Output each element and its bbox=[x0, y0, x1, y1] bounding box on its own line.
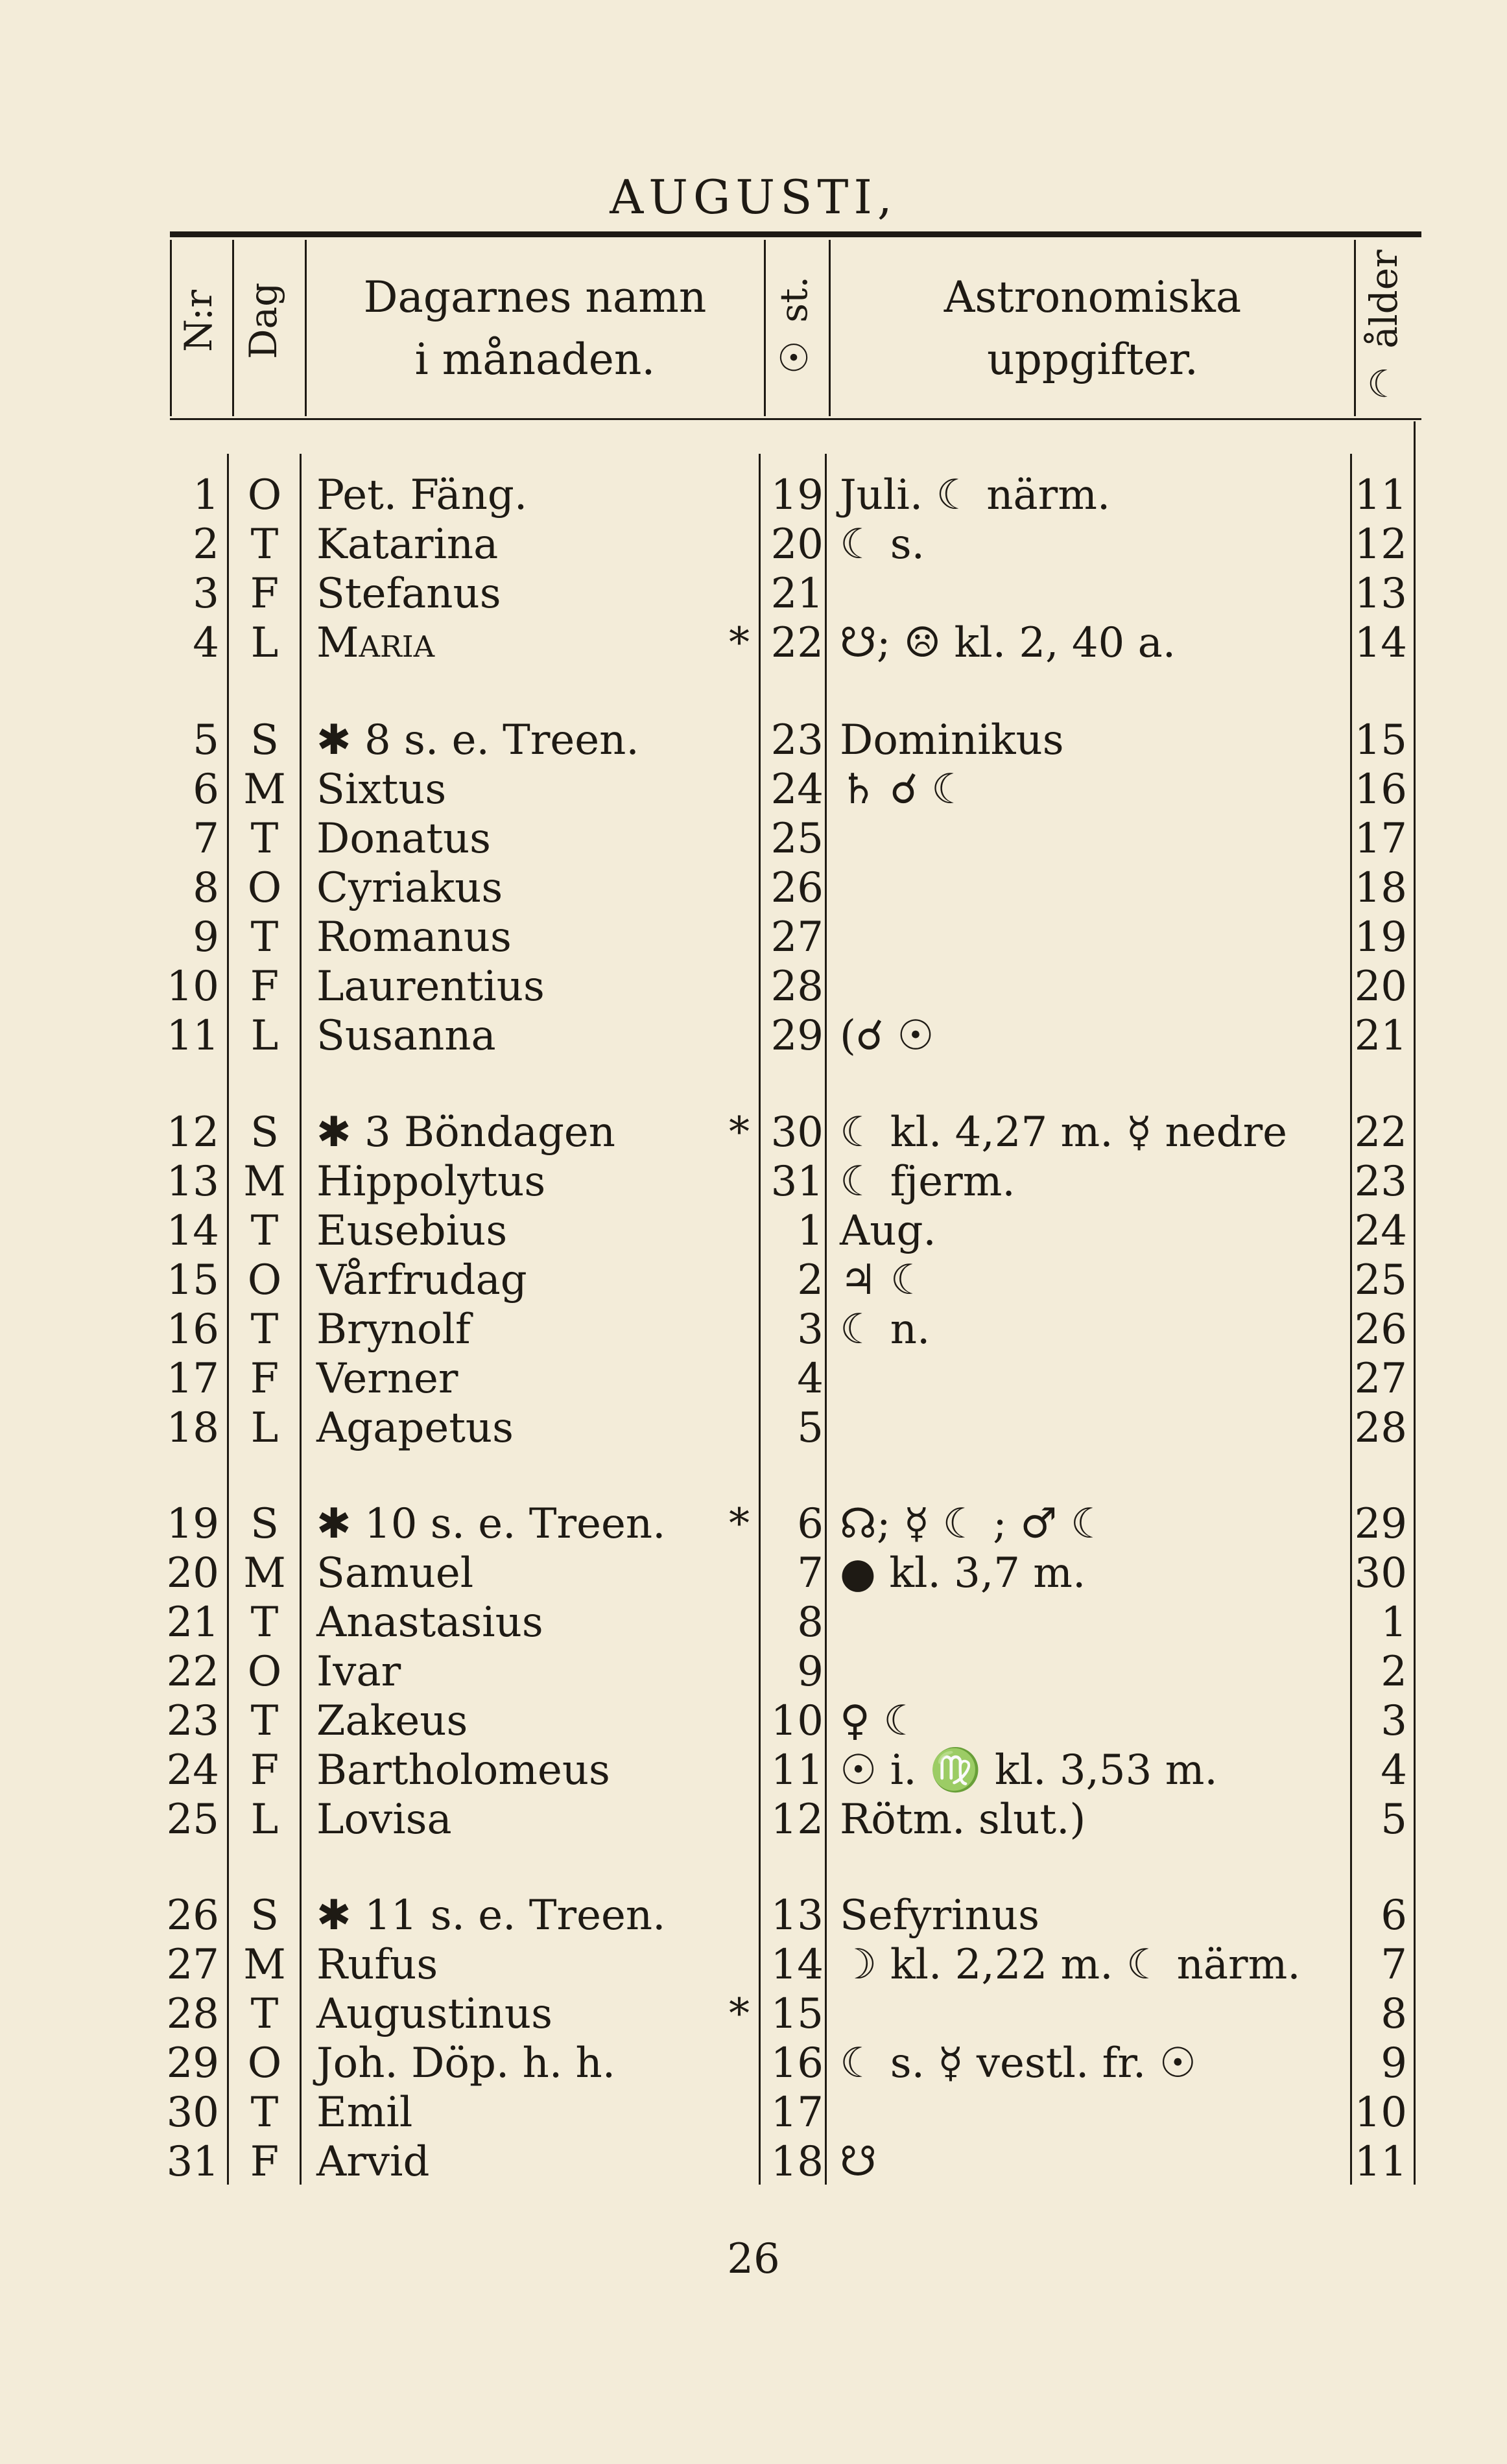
moon-age: 10 bbox=[1354, 2089, 1407, 2137]
day-name: Samuel bbox=[316, 1549, 474, 1597]
day-name: Susanna bbox=[316, 1012, 496, 1060]
table-row bbox=[0, 1795, 1507, 1844]
moon-age: 3 bbox=[1381, 1697, 1407, 1745]
weekday-letter: O bbox=[247, 1648, 282, 1696]
day-name: Eusebius bbox=[316, 1207, 508, 1255]
astronomical-note: ☊; ☿ ☾ ; ♂ ☾ bbox=[840, 1500, 1108, 1548]
day-number: 3 bbox=[193, 570, 219, 618]
header-names-line1: Dagarnes namn bbox=[363, 272, 707, 322]
header-divider bbox=[1354, 240, 1356, 416]
moon-age: 29 bbox=[1354, 1500, 1407, 1548]
day-number: 8 bbox=[193, 864, 219, 912]
moon-age: 12 bbox=[1354, 521, 1407, 569]
weekday-letter: L bbox=[250, 619, 279, 667]
astronomical-note: Rötm. slut.) bbox=[840, 1796, 1086, 1844]
day-name: Rufus bbox=[316, 1941, 438, 1989]
astronomical-note: (☌ ☉ bbox=[840, 1012, 934, 1060]
day-number: 16 bbox=[166, 1306, 219, 1354]
sun-date: 23 bbox=[770, 716, 824, 764]
table-row bbox=[0, 2088, 1507, 2137]
header-astro-line2: uppgifter. bbox=[987, 334, 1198, 384]
header-sun: ☉ st. bbox=[772, 276, 816, 379]
sun-date: 11 bbox=[770, 1746, 824, 1794]
sun-date: 9 bbox=[797, 1648, 824, 1696]
day-name: ✱ 8 s. e. Treen. bbox=[316, 716, 639, 764]
moon-age: 28 bbox=[1354, 1404, 1407, 1452]
table-row bbox=[0, 1305, 1507, 1354]
weekday-letter: T bbox=[250, 1599, 279, 1647]
day-name: Ivar bbox=[316, 1648, 401, 1696]
day-name: Katarina bbox=[316, 521, 499, 569]
day-number: 18 bbox=[166, 1404, 219, 1452]
weekday-letter: T bbox=[250, 1207, 279, 1255]
header-divider bbox=[170, 240, 172, 416]
day-name: ✱ 3 Böndagen bbox=[316, 1109, 615, 1156]
day-name: Hippolytus bbox=[316, 1158, 546, 1206]
day-name: ✱ 11 s. e. Treen. bbox=[316, 1892, 666, 1940]
sun-date: 28 bbox=[770, 963, 824, 1011]
weekday-letter: S bbox=[250, 1892, 279, 1940]
moon-age: 2 bbox=[1381, 1648, 1407, 1696]
day-name: Cyriakus bbox=[316, 864, 503, 912]
moon-age: 15 bbox=[1354, 716, 1407, 764]
day-name: Pet. Fäng. bbox=[316, 471, 528, 519]
day-number: 31 bbox=[166, 2138, 219, 2186]
day-number: 28 bbox=[166, 1990, 219, 2038]
day-name: ✱ 10 s. e. Treen. bbox=[316, 1500, 666, 1548]
astronomical-note: ☾ n. bbox=[840, 1306, 931, 1354]
moon-age: 9 bbox=[1381, 2039, 1407, 2087]
astronomical-note: ♃ ☾ bbox=[840, 1256, 928, 1304]
moon-age: 13 bbox=[1354, 570, 1407, 618]
page-number: 26 bbox=[727, 2235, 780, 2283]
day-number: 15 bbox=[166, 1256, 219, 1304]
sun-date: 15 bbox=[770, 1990, 824, 2038]
header-moon-age: ☽ ålder bbox=[1362, 250, 1406, 405]
day-number: 11 bbox=[166, 1012, 219, 1060]
moon-age: 23 bbox=[1354, 1158, 1407, 1206]
sun-date: 17 bbox=[770, 2089, 824, 2137]
sun-date: 30 bbox=[770, 1109, 824, 1156]
sun-date: 26 bbox=[770, 864, 824, 912]
weekday-letter: T bbox=[250, 1306, 279, 1354]
moon-age: 17 bbox=[1354, 815, 1407, 863]
weekday-letter: F bbox=[250, 570, 279, 618]
astronomical-note: ☋; ☹ kl. 2, 40 a. bbox=[840, 619, 1176, 667]
day-name: Stefanus bbox=[316, 570, 501, 618]
weekday-letter: F bbox=[250, 1746, 279, 1794]
weekday-letter: F bbox=[250, 1355, 279, 1403]
astronomical-note: ☾ kl. 4,27 m. ☿ nedre bbox=[840, 1109, 1288, 1156]
day-number: 2 bbox=[193, 521, 219, 569]
star-mark: * bbox=[729, 1500, 750, 1548]
astronomical-note: Juli. ☾ närm. bbox=[840, 471, 1111, 519]
astronomical-note: ☉ i. ♍ kl. 3,53 m. bbox=[840, 1746, 1218, 1794]
table-row bbox=[0, 814, 1507, 863]
astronomical-note: Aug. bbox=[840, 1207, 936, 1255]
moon-age: 26 bbox=[1354, 1306, 1407, 1354]
day-name: Donatus bbox=[316, 815, 491, 863]
day-number: 26 bbox=[166, 1892, 219, 1940]
table-row bbox=[0, 471, 1507, 520]
astronomical-note: ☽ kl. 2,22 m. ☾ närm. bbox=[840, 1941, 1301, 1989]
astronomical-note: Sefyrinus bbox=[840, 1892, 1039, 1940]
day-number: 1 bbox=[193, 471, 219, 519]
moon-age: 11 bbox=[1354, 471, 1407, 519]
day-name: Verner bbox=[316, 1355, 458, 1403]
weekday-letter: F bbox=[250, 2138, 279, 2186]
day-name: Lovisa bbox=[316, 1796, 452, 1844]
moon-age: 22 bbox=[1354, 1109, 1407, 1156]
sun-date: 4 bbox=[797, 1355, 824, 1403]
table-row bbox=[0, 618, 1507, 668]
astronomical-note: ☾ s. bbox=[840, 521, 925, 569]
weekday-letter: S bbox=[250, 1109, 279, 1156]
sun-date: 20 bbox=[770, 521, 824, 569]
weekday-letter: F bbox=[250, 963, 279, 1011]
table-row bbox=[0, 2039, 1507, 2088]
table-row bbox=[0, 863, 1507, 913]
star-mark: * bbox=[729, 619, 750, 667]
day-number: 23 bbox=[166, 1697, 219, 1745]
moon-age: 1 bbox=[1381, 1599, 1407, 1647]
table-row bbox=[0, 765, 1507, 814]
header-divider bbox=[764, 240, 766, 416]
sun-date: 22 bbox=[770, 619, 824, 667]
sun-date: 13 bbox=[770, 1892, 824, 1940]
moon-age: 24 bbox=[1354, 1207, 1407, 1255]
header-dag: Dag bbox=[241, 282, 285, 360]
table-row bbox=[0, 962, 1507, 1011]
day-name: Zakeus bbox=[316, 1697, 468, 1745]
moon-age: 18 bbox=[1354, 864, 1407, 912]
weekday-letter: T bbox=[250, 913, 279, 961]
day-number: 17 bbox=[166, 1355, 219, 1403]
day-number: 13 bbox=[166, 1158, 219, 1206]
weekday-letter: O bbox=[247, 864, 282, 912]
day-number: 25 bbox=[166, 1796, 219, 1844]
weekday-letter: M bbox=[243, 1549, 286, 1597]
table-row bbox=[0, 1499, 1507, 1549]
table-row bbox=[0, 1746, 1507, 1795]
astronomical-note: ♄ ☌ ☾ bbox=[840, 766, 969, 814]
weekday-letter: M bbox=[243, 766, 286, 814]
sun-date: 16 bbox=[770, 2039, 824, 2087]
sun-date: 7 bbox=[797, 1549, 824, 1597]
day-number: 14 bbox=[166, 1207, 219, 1255]
sun-date: 12 bbox=[770, 1796, 824, 1844]
header-nr: N:r bbox=[176, 290, 220, 352]
sun-date: 14 bbox=[770, 1941, 824, 1989]
moon-age: 20 bbox=[1354, 963, 1407, 1011]
sun-date: 5 bbox=[797, 1404, 824, 1452]
sun-date: 6 bbox=[797, 1500, 824, 1548]
day-name: Bartholomeus bbox=[316, 1746, 610, 1794]
astronomical-note: ● kl. 3,7 m. bbox=[840, 1549, 1086, 1597]
page-title: AUGUSTI, bbox=[610, 170, 897, 224]
star-mark: * bbox=[729, 1109, 750, 1156]
astronomical-note: Dominikus bbox=[840, 716, 1064, 764]
star-mark: * bbox=[729, 1990, 750, 2038]
day-name: Anastasius bbox=[316, 1599, 543, 1647]
table-row bbox=[0, 716, 1507, 765]
day-number: 9 bbox=[193, 913, 219, 961]
day-number: 27 bbox=[166, 1941, 219, 1989]
table-row bbox=[0, 1256, 1507, 1305]
table-row bbox=[0, 1011, 1507, 1061]
weekday-letter: T bbox=[250, 815, 279, 863]
table-row bbox=[0, 1403, 1507, 1453]
moon-age: 6 bbox=[1381, 1892, 1407, 1940]
moon-age: 16 bbox=[1354, 766, 1407, 814]
table-row bbox=[0, 1549, 1507, 1598]
moon-age: 25 bbox=[1354, 1256, 1407, 1304]
moon-age: 19 bbox=[1354, 913, 1407, 961]
table-row bbox=[0, 1598, 1507, 1647]
astronomical-note: ☾ s. ☿ vestl. fr. ☉ bbox=[840, 2039, 1196, 2087]
moon-age: 30 bbox=[1354, 1549, 1407, 1597]
day-number: 21 bbox=[166, 1599, 219, 1647]
sun-date: 18 bbox=[770, 2138, 824, 2186]
day-name: Sixtus bbox=[316, 766, 447, 814]
day-name: Joh. Döp. h. h. bbox=[316, 2039, 616, 2087]
weekday-letter: L bbox=[250, 1796, 279, 1844]
sun-date: 3 bbox=[797, 1306, 824, 1354]
sun-date: 10 bbox=[770, 1697, 824, 1745]
sun-date: 29 bbox=[770, 1012, 824, 1060]
day-name: Romanus bbox=[316, 913, 512, 961]
moon-age: 4 bbox=[1381, 1746, 1407, 1794]
day-number: 6 bbox=[193, 766, 219, 814]
header-astro-line1: Astronomiska bbox=[943, 272, 1242, 322]
day-name: Maria bbox=[316, 619, 435, 667]
day-name: Vårfrudag bbox=[316, 1256, 527, 1304]
day-name: Emil bbox=[316, 2089, 413, 2137]
weekday-letter: M bbox=[243, 1158, 286, 1206]
weekday-letter: S bbox=[250, 716, 279, 764]
table-row bbox=[0, 1940, 1507, 1989]
day-number: 24 bbox=[166, 1746, 219, 1794]
day-number: 19 bbox=[166, 1500, 219, 1548]
moon-age: 14 bbox=[1354, 619, 1407, 667]
sun-date: 24 bbox=[770, 766, 824, 814]
moon-age: 21 bbox=[1354, 1012, 1407, 1060]
day-name: Laurentius bbox=[316, 963, 545, 1011]
day-name: Arvid bbox=[316, 2138, 430, 2186]
table-row bbox=[0, 1354, 1507, 1403]
sun-date: 19 bbox=[770, 471, 824, 519]
table-row bbox=[0, 1891, 1507, 1940]
sun-date: 1 bbox=[797, 1207, 824, 1255]
table-row bbox=[0, 520, 1507, 569]
day-number: 20 bbox=[166, 1549, 219, 1597]
table-row bbox=[0, 913, 1507, 962]
astronomical-note: ☾ fjerm. bbox=[840, 1158, 1015, 1206]
sun-date: 27 bbox=[770, 913, 824, 961]
header-divider bbox=[829, 240, 831, 416]
moon-age: 27 bbox=[1354, 1355, 1407, 1403]
table-row bbox=[0, 2137, 1507, 2187]
day-number: 30 bbox=[166, 2089, 219, 2137]
weekday-letter: O bbox=[247, 2039, 282, 2087]
day-number: 22 bbox=[166, 1648, 219, 1696]
weekday-letter: T bbox=[250, 2089, 279, 2137]
header-top-rule bbox=[170, 231, 1421, 237]
weekday-letter: L bbox=[250, 1404, 279, 1452]
table-row bbox=[0, 1206, 1507, 1256]
weekday-letter: O bbox=[247, 1256, 282, 1304]
day-number: 5 bbox=[193, 716, 219, 764]
day-name: Agapetus bbox=[316, 1404, 514, 1452]
moon-age: 7 bbox=[1381, 1941, 1407, 1989]
moon-age: 11 bbox=[1354, 2138, 1407, 2186]
day-number: 10 bbox=[166, 963, 219, 1011]
weekday-letter: T bbox=[250, 521, 279, 569]
header-divider bbox=[232, 240, 234, 416]
day-number: 12 bbox=[166, 1109, 219, 1156]
sun-date: 31 bbox=[770, 1158, 824, 1206]
table-row bbox=[0, 1108, 1507, 1157]
sun-date: 2 bbox=[797, 1256, 824, 1304]
day-number: 7 bbox=[193, 815, 219, 863]
day-number: 4 bbox=[193, 619, 219, 667]
day-number: 29 bbox=[166, 2039, 219, 2087]
weekday-letter: T bbox=[250, 1697, 279, 1745]
sun-date: 21 bbox=[770, 570, 824, 618]
weekday-letter: M bbox=[243, 1941, 286, 1989]
table-row bbox=[0, 1989, 1507, 2039]
table-row bbox=[0, 569, 1507, 618]
day-name: Brynolf bbox=[316, 1306, 471, 1354]
astronomical-note: ♀ ☾ bbox=[840, 1697, 921, 1745]
weekday-letter: T bbox=[250, 1990, 279, 2038]
header-bottom-rule bbox=[170, 418, 1421, 420]
sun-date: 8 bbox=[797, 1599, 824, 1647]
weekday-letter: L bbox=[250, 1012, 279, 1060]
day-name: Augustinus bbox=[316, 1990, 552, 2038]
weekday-letter: S bbox=[250, 1500, 279, 1548]
sun-date: 25 bbox=[770, 815, 824, 863]
table-row bbox=[0, 1647, 1507, 1696]
header-names-line2: i månaden. bbox=[414, 334, 656, 384]
moon-age: 5 bbox=[1381, 1796, 1407, 1844]
moon-age: 8 bbox=[1381, 1990, 1407, 2038]
astronomical-note: ☋ bbox=[840, 2138, 877, 2186]
table-row bbox=[0, 1696, 1507, 1746]
weekday-letter: O bbox=[247, 471, 282, 519]
header-divider bbox=[305, 240, 307, 416]
table-row bbox=[0, 1157, 1507, 1206]
